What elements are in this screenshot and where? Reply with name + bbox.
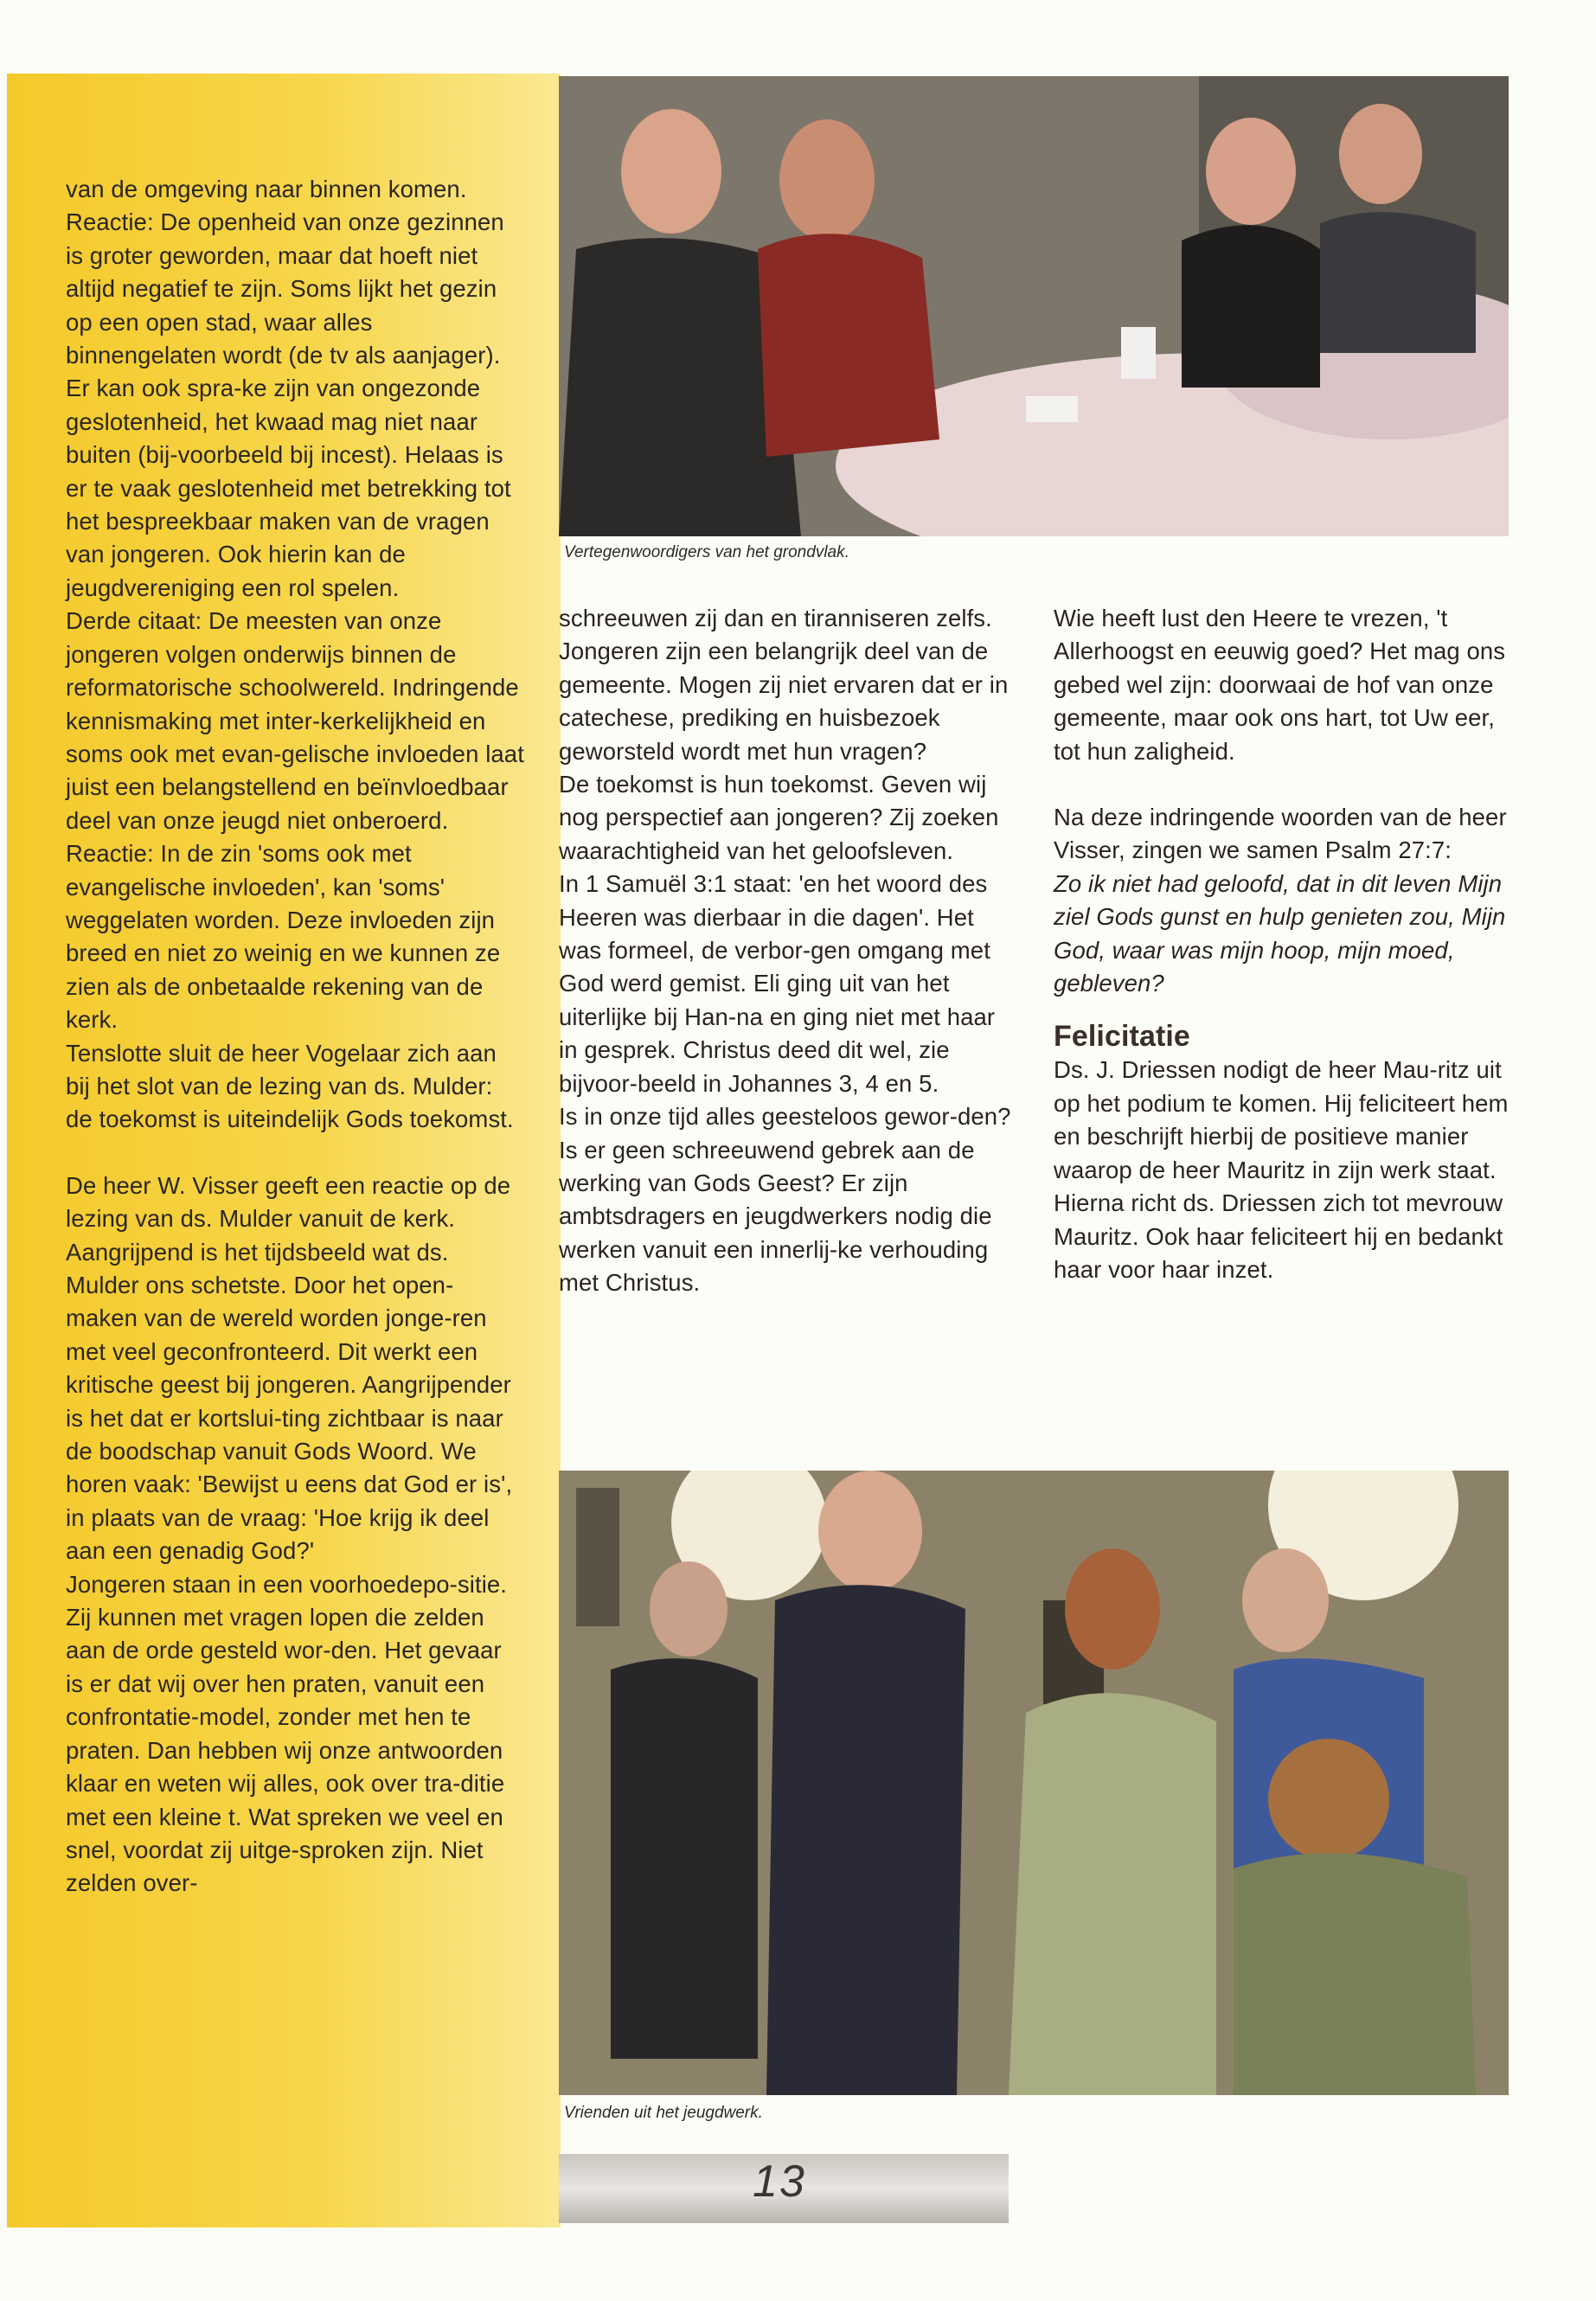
- photo-illustration: [559, 76, 1509, 536]
- photo-friends-from-youth-work: [559, 1471, 1509, 2095]
- paragraph: Wie heeft lust den Heere te vrezen, 't Allerhoogst en eeuwig goed? Het mag ons gebed wel zijn: doorwaai de hof van onze gemeente, maar ook ons hart, tot Uw eer, tot hun zaligheid.: [1054, 605, 1506, 765]
- photo-caption: Vertegenwoordigers van het grondvlak.: [564, 543, 849, 561]
- paragraph: Derde citaat: De meesten van onze jongeren volgen onderwijs binnen de reformatorische schoolwereld. Indringende kennismaking met inter-kerkelijkheid en soms ook met evan-gelische invloeden laat juist een belangstellend en beïnvloedbaar deel van onze jeugd niet onberoerd.: [66, 607, 524, 834]
- paragraph: Aangrijpend is het tijdsbeeld wat ds. Mulder ons schetste. Door het open-maken van de wereld worden jonge-ren met veel geconfronteerd. Dit werkt een kritische geest bij jongeren. Aangrijpender is het dat er kortslui-ting zichtbaar is naar de boodschap vanuit Gods Woord. We horen vaak: 'Bewijst u eens dat God er is', in plaats van de vraag: 'Hoe krijg ik deel aan een genadig God?': [66, 1238, 513, 1565]
- text-column-right: [1054, 602, 1521, 1286]
- photo-caption: Vrienden uit het jeugdwerk.: [564, 2104, 763, 2122]
- paragraph: Is in onze tijd alles geesteloos gewor-den? Is er geen schreeuwend gebrek aan de werking van Gods Geest? Er zijn ambtsdragers en jeugdwerkers nodig die werken vanuit een innerlij-ke verhouding met Christus.: [559, 1103, 1011, 1297]
- paragraph: Reactie: De openheid van onze gezinnen is groter geworden, maar dat hoeft niet altijd negatief te zijn. Soms lijkt het gezin op een open stad, waar alles binnengelaten wordt (de tv als aanjager). Er kan ook spra-ke zijn van ongezonde geslotenheid, het kwaad mag niet naar buiten (bij-voorbeeld bij incest). Helaas is er te vaak geslotenheid met betrekking tot het bespreekbaar maken van de vragen van jongeren. Ook hierin kan de jeugdvereniging een rol spelen.: [66, 208, 511, 601]
- text-column-middle: [559, 602, 1017, 1300]
- paragraph: schreeuwen zij dan en tiranniseren zelfs.: [559, 605, 992, 631]
- psalm-quote: Zo ik niet had geloofd, dat in dit leven Mijn ziel Gods gunst en hulp genieten zou, Mijn God, waar was mijn hoop, mijn moed, gebleven?: [1054, 869, 1506, 997]
- paragraph: In 1 Samuël 3:1 staat: 'en het woord des Heeren was dierbaar in die dagen'. Het was formeel, de verbor-gen omgang met God werd gemist. Eli ging uit van het uiterlijke bij Han-na en ging niet met haar in gesprek. Christus deed dit wel, zie bijvoor-beeld in Johannes 3, 4 en 5.: [559, 870, 996, 1097]
- paragraph: Tenslotte sluit de heer Vogelaar zich aan bij het slot van de lezing van ds. Mulder: de toekomst is uiteindelijk Gods toekomst.: [66, 1039, 514, 1133]
- paragraph: Ds. J. Driessen nodigt de heer Mau-ritz uit op het podium te komen. Hij feliciteert hem en beschrijft hierbij de positieve manier waarop de heer Mauritz in zijn werk staat. Hierna richt ds. Driessen zich tot mevrouw Mauritz. Ook haar feliciteert hij en bedankt haar voor haar inzet.: [1054, 1056, 1509, 1283]
- paragraph: De toekomst is hun toekomst. Geven wij nog perspectief aan jongeren? Zij zoeken waarachtigheid van het geloofsleven.: [559, 771, 999, 864]
- paragraph: De heer W. Visser geeft een reactie op de lezing van ds. Mulder vanuit de kerk.: [66, 1171, 511, 1233]
- section-heading: Felicitatie: [1054, 1020, 1190, 1054]
- paragraph: Jongeren staan in een voorhoedepo-sitie. Zij kunnen met vragen lopen die zelden aan de orde gesteld wor-den. Het gevaar is er dat wij over hen praten, vanuit een confrontatie-model, zonder met hen te praten. Dan hebben wij onze antwoorden klaar en weten wij alles, ook over tra-ditie met een kleine t. Wat spreken we veel en snel, voordat zij uitge-sproken zijn. Niet zelden over-: [66, 1570, 508, 1897]
- paragraph: van de omgeving naar binnen komen.: [66, 176, 467, 202]
- paragraph-gap: [66, 1137, 524, 1170]
- page-number: 13: [753, 2157, 806, 2207]
- photo-young-people-at-table: [559, 76, 1509, 536]
- paragraph: Reactie: In de zin 'soms ook met evangelische invloeden', kan 'soms' weggelaten worden. Deze invloeden zijn breed en niet zo weinig en we kunnen ze zien als de onbetaalde rekening van de kerk.: [66, 840, 501, 1034]
- photo-illustration: [559, 1471, 1509, 2095]
- paragraph: Na deze indringende woorden van de heer Visser, zingen we samen Psalm 27:7:: [1054, 804, 1507, 864]
- paragraph: Jongeren zijn een belangrijk deel van de gemeente. Mogen zij niet ervaren dat er in catechese, prediking en huisbezoek geworsteld wordt met hun vragen?: [559, 638, 1009, 765]
- paragraph-gap: [1054, 768, 1521, 801]
- text-column-left: [66, 173, 524, 1900]
